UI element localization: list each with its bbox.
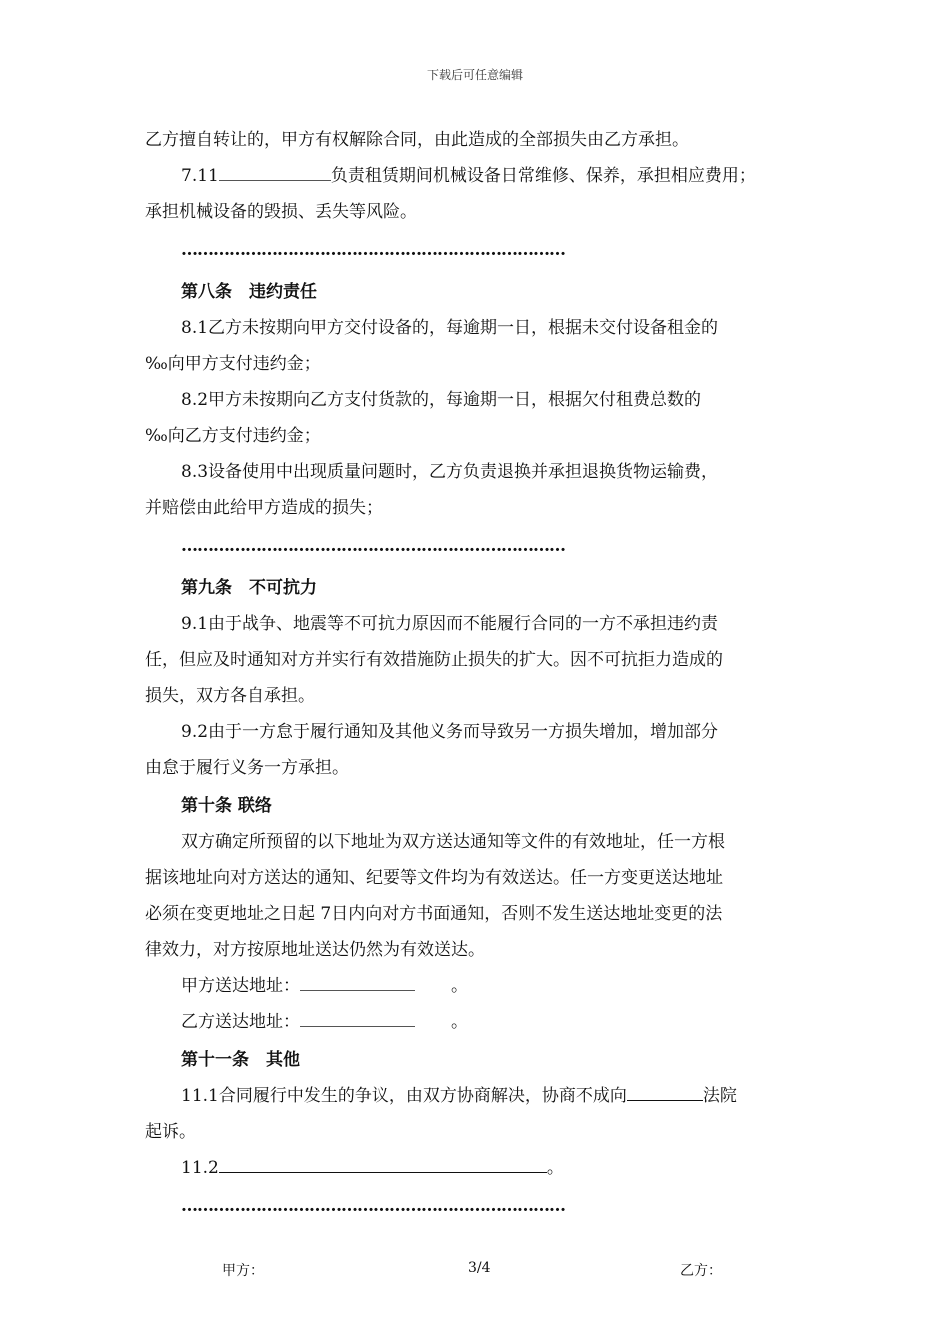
ellipsis-separator: ……………………………………………………………… [181,536,565,556]
paragraph: ‰向乙方支付违约金； [145,426,321,446]
paragraph: ‰向甲方支付违约金； [145,354,321,374]
blank-line [219,166,331,181]
ellipsis-separator: ……………………………………………………………… [181,240,565,260]
page-header: 下载后可任意编辑 [426,68,523,82]
page-number: 3/4 [468,1260,491,1276]
paragraph: 双方确定所预留的以下地址为双方送达通知等文件的有效地址，任一方根 [181,832,725,852]
section-heading: 第十条 联络 [181,796,272,816]
paragraph: 乙方擅自转让的，甲方有权解除合同，由此造成的全部损失由乙方承担。 [145,130,689,150]
paragraph: 并赔偿由此给甲方造成的损失； [145,498,383,518]
paragraph: 损失，双方各自承担。 [145,686,315,706]
paragraph: 承担机械设备的毁损、丢失等风险。 [145,202,417,222]
paragraph: 7.11 负责租赁期间机械设备日常维修、保养，承担相应费用； [181,166,756,186]
paragraph: 任，但应及时通知对方并实行有效措施防止损失的扩大。因不可抗拒力造成的 [145,650,723,670]
address-line-party-b: 乙方送达地址： 。 [181,1012,468,1032]
document-body [145,122,810,1230]
paragraph: 11.1合同履行中发生的争议，由双方协商解决，协商不成向 法院 [181,1086,737,1106]
blank-line [219,1158,547,1173]
blank-line [300,1012,415,1027]
paragraph: 8.1乙方未按期向甲方交付设备的，每逾期一日，根据未交付设备租金的 [181,318,719,338]
paragraph: 由怠于履行义务一方承担。 [145,758,349,778]
paragraph: 8.3设备使用中出现质量问题时，乙方负责退换并承担退换货物运输费， [181,462,719,482]
paragraph: 9.1由于战争、地震等不可抗力原因而不能履行合同的一方不承担违约责 [181,614,719,634]
page-footer [0,1260,950,1280]
paragraph: 8.2甲方未按期向乙方支付货款的，每逾期一日，根据欠付租费总数的 [181,390,702,410]
section-heading: 第十一条 其他 [181,1050,300,1070]
footer-party-b: 乙方： [680,1263,722,1279]
section-heading: 第八条 违约责任 [181,282,317,302]
section-heading: 第九条 不可抗力 [181,578,317,598]
paragraph: 据该地址向对方送达的通知、纪要等文件均为有效送达。任一方变更送达地址 [145,868,723,888]
paragraph: 律效力，对方按原地址送达仍然为有效送达。 [145,940,485,960]
ellipsis-separator: ……………………………………………………………… [181,1196,565,1216]
blank-line [627,1086,703,1101]
paragraph: 11.2 。 [181,1158,564,1178]
blank-line [300,976,415,991]
paragraph: 必须在变更地址之日起 7日内向对方书面通知，否则不发生送达地址变更的法 [145,904,723,924]
footer-party-a: 甲方： [222,1263,264,1279]
address-line-party-a: 甲方送达地址： 。 [181,976,468,996]
paragraph: 起诉。 [145,1122,196,1142]
paragraph: 9.2由于一方怠于履行通知及其他义务而导致另一方损失增加，增加部分 [181,722,719,742]
